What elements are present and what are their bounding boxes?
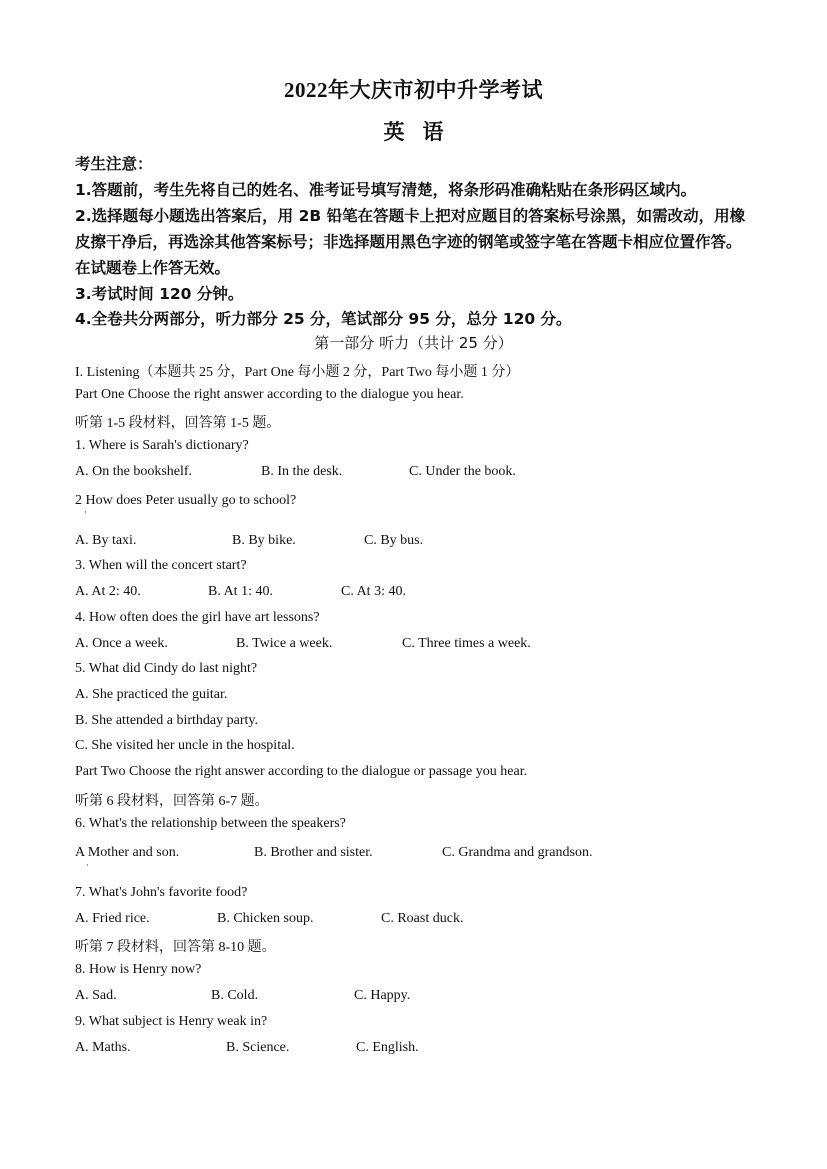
q4-option-b: B. Twice a week. [236, 636, 333, 651]
q3-option-a: A. At 2: 40. [75, 584, 141, 599]
q9-option-c: C. English. [356, 1040, 419, 1055]
notice-item-1: 1.答题前，考生先将自己的姓名、准考证号填写清楚，将条形码准确粘贴在条形码区域内。 [75, 181, 697, 199]
part-one-note: 听第 1-5 段材料，回答第 1-5 题。 [75, 416, 281, 431]
q1-option-a: A. On the bookshelf. [75, 464, 193, 479]
q1-option-c: C. Under the book. [409, 464, 516, 479]
q1-option-b: B. In the desk. [261, 464, 343, 479]
question-8: 8. How is Henry now? [75, 962, 202, 977]
notice-heading: 考生注意： [75, 155, 153, 173]
question-6: 6. What's the relationship between the speakers? [75, 816, 346, 831]
question-1: 1. Where is Sarah's dictionary? [75, 438, 249, 453]
q7-option-b: B. Chicken soup. [217, 911, 314, 926]
q7-option-a: A. Fried rice. [75, 911, 150, 926]
question-5: 5. What did Cindy do last night? [75, 661, 258, 676]
stray-dot: · [84, 507, 87, 517]
notice-item-3: 3.考试时间 120 分钟。 [75, 285, 244, 303]
notice-item-4: 4.全卷共分两部分，听力部分 25 分，笔试部分 95 分，总分 120 分。 [75, 310, 572, 328]
question-9: 9. What subject is Henry weak in? [75, 1014, 268, 1029]
question-4: 4. How often does the girl have art lessons? [75, 610, 320, 625]
q7-option-c: C. Roast duck. [381, 911, 464, 926]
q8-option-c: C. Happy. [354, 988, 411, 1003]
q2-option-b: B. By bike. [232, 533, 296, 548]
subject-title: 英语 [383, 120, 462, 144]
question-7: 7. What's John's favorite food? [75, 885, 248, 900]
note-6: 听第 6 段材料，回答第 6-7 题。 [75, 794, 269, 809]
q2-option-a: A. By taxi. [75, 533, 137, 548]
q8-option-a: A. Sad. [75, 988, 117, 1003]
q4-option-c: C. Three times a week. [402, 636, 531, 651]
question-3: 3. When will the concert start? [75, 558, 247, 573]
q9-option-b: B. Science. [226, 1040, 290, 1055]
q5-option-a: A. She practiced the guitar. [75, 687, 228, 702]
q3-option-c: C. At 3: 40. [341, 584, 406, 599]
notice-item-2: 2.选择题每小题选出答案后，用 2B 铅笔在答题卡上把对应题目的答案标号涂黑，如需改动，用橡皮擦干净后，再选涂其他答案标号；非选择题用黑色字迹的钢笔或签字笔在答题卡相应位置作答。在试题卷上作答无效。 [75, 207, 746, 277]
q4-option-a: A. Once a week. [75, 636, 168, 651]
q2-option-c: C. By bus. [364, 533, 424, 548]
question-2: 2 How does Peter usually go to school? [75, 493, 297, 508]
stray-dot: · [86, 860, 89, 870]
q8-option-b: B. Cold. [211, 988, 259, 1003]
part1-title: 第一部分 听力（共计 25 分） [314, 334, 513, 352]
note-7: 听第 7 段材料，回答第 8-10 题。 [75, 940, 276, 955]
exam-title: 2022年大庆市初中升学考试 [284, 78, 543, 102]
q6-option-b: B. Brother and sister. [254, 845, 373, 860]
q6-option-a: A Mother and son. [75, 845, 180, 860]
part-one-instruction: Part One Choose the right answer according to the dialogue you hear. [75, 387, 464, 402]
listening-heading: I. Listening（本题共 25 分，Part One 每小题 2 分，Part Two 每小题 1 分） [75, 365, 520, 380]
part-two-instruction: Part Two Choose the right answer according to the dialogue or passage you hear. [75, 764, 528, 779]
q5-option-b: B. She attended a birthday party. [75, 713, 258, 728]
q6-option-c: C. Grandma and grandson. [442, 845, 593, 860]
q3-option-b: B. At 1: 40. [208, 584, 273, 599]
q5-option-c: C. She visited her uncle in the hospital. [75, 738, 295, 753]
q9-option-a: A. Maths. [75, 1040, 131, 1055]
